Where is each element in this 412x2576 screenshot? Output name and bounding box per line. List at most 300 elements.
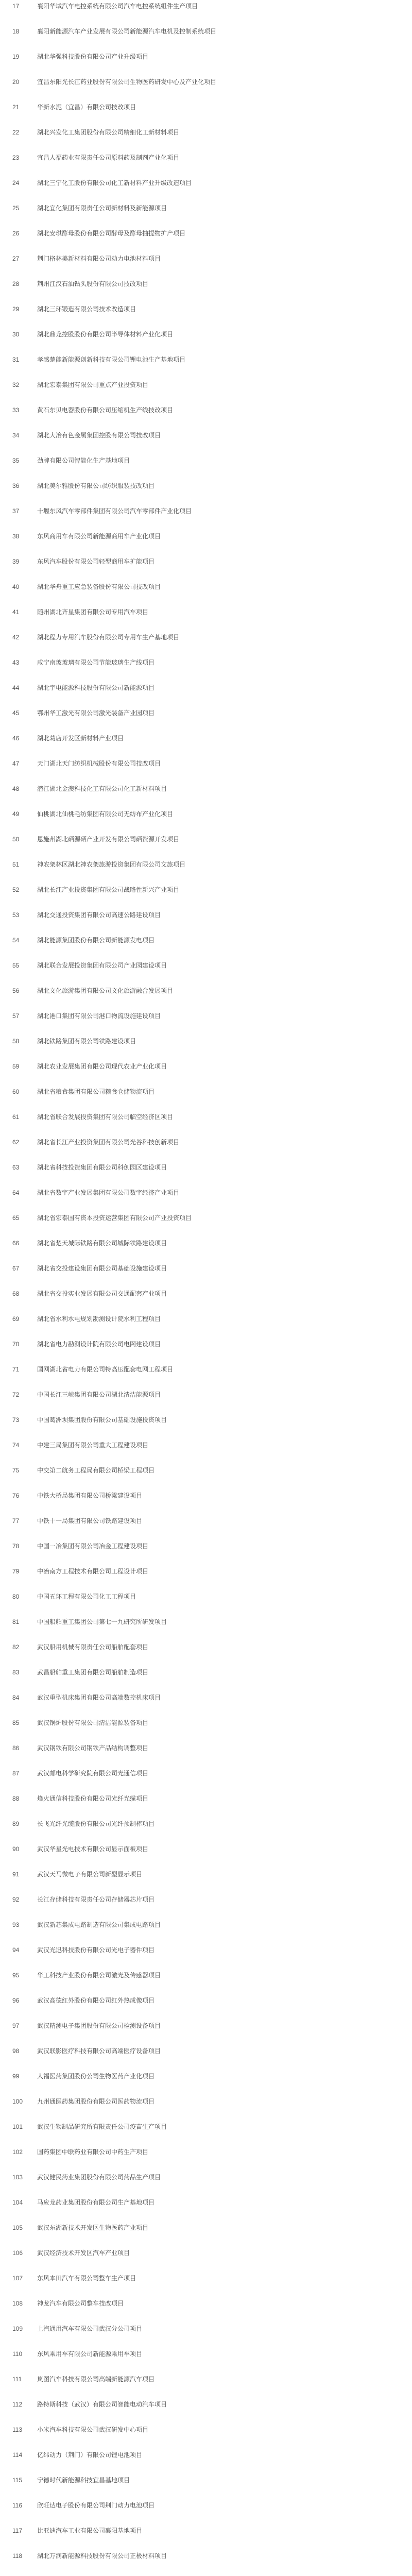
item-number: 48 — [12, 785, 20, 792]
list-item — [0, 1516, 412, 1541]
item-number: 43 — [12, 659, 20, 666]
item-text: 岚图汽车科技有限公司高端新能源汽车项目 — [37, 2376, 155, 2383]
list-item — [0, 2349, 412, 2374]
item-number: 56 — [12, 987, 20, 994]
item-number: 60 — [12, 1088, 20, 1095]
item-text: 湖北省交投建设集团有限公司基础设施建设项目 — [37, 1265, 167, 1272]
item-text: 武汉东湖新技术开发区生物医药产业项目 — [37, 2224, 149, 2231]
list-item — [0, 1339, 412, 1364]
item-text: 中交第二航务工程局有限公司桥梁工程项目 — [37, 1467, 155, 1474]
item-number: 87 — [12, 1770, 20, 1777]
item-text: 武汉精测电子集团股份有限公司检测设备项目 — [37, 2022, 161, 2029]
list-item — [0, 2374, 412, 2399]
item-number: 114 — [12, 2451, 23, 2459]
item-text: 湖北安琪酵母股份有限公司酵母及酵母抽提物扩产项目 — [37, 230, 186, 237]
item-number: 36 — [12, 482, 20, 489]
item-text: 东风商用车有限公司新能源商用车产业化项目 — [37, 533, 161, 540]
item-number: 89 — [12, 1820, 20, 1827]
item-text: 湖北大冶有色金属集团控股有限公司技改项目 — [37, 432, 161, 439]
list-item — [0, 329, 412, 354]
item-text: 天门湖北天门纺织机械股份有限公司技改项目 — [37, 760, 161, 767]
list-item — [0, 1970, 412, 1995]
item-text: 湖北华舟重工应急装备股份有限公司技改项目 — [37, 583, 161, 590]
item-text: 湖北宇电能源科技股份有限公司新能源项目 — [37, 684, 155, 691]
list-item — [0, 1566, 412, 1591]
item-number: 93 — [12, 1921, 20, 1928]
item-number: 27 — [12, 255, 20, 262]
item-number: 106 — [12, 2249, 23, 2257]
item-text: 襄阳新能源汽车产业发展有限公司新能源汽车电机及控制系统项目 — [37, 28, 217, 35]
list-item — [0, 1768, 412, 1793]
list-item — [0, 304, 412, 329]
list-item — [0, 986, 412, 1011]
list-item — [0, 2273, 412, 2298]
list-item — [0, 632, 412, 657]
item-text: 亿纬动力（荆门）有限公司锂电池项目 — [37, 2451, 143, 2459]
item-number: 107 — [12, 2275, 23, 2282]
item-number: 108 — [12, 2300, 23, 2307]
item-text: 武昌船舶重工集团有限公司船舶制造项目 — [37, 1669, 149, 1676]
list-item — [0, 657, 412, 683]
item-number: 64 — [12, 1189, 20, 1196]
list-item — [0, 354, 412, 380]
list-item — [0, 1819, 412, 1844]
item-number: 29 — [12, 306, 20, 313]
item-text: 武汉邮电科学研究院有限公司光通信项目 — [37, 1770, 149, 1777]
item-number: 40 — [12, 583, 20, 590]
list-item — [0, 1036, 412, 1061]
item-number: 31 — [12, 356, 20, 363]
list-item — [0, 2021, 412, 2046]
item-text: 鄂州华工激光有限公司激光装备产业园项目 — [37, 709, 155, 717]
item-text: 国药集团中联药业有限公司中药生产项目 — [37, 2148, 149, 2156]
list-item — [0, 1314, 412, 1339]
list-item — [0, 1844, 412, 1869]
item-number: 32 — [12, 381, 20, 388]
item-text: 十堰东风汽车零部件集团有限公司汽车零部件产业化项目 — [37, 507, 192, 515]
item-text: 湖北省联合发展投资集团有限公司临空经济区项目 — [37, 1113, 174, 1121]
list-item — [0, 1894, 412, 1920]
item-number: 69 — [12, 1315, 20, 1323]
item-text: 湖北交通投资集团有限公司高速公路建设项目 — [37, 911, 161, 919]
item-text: 湖北联合发展投资集团有限公司产业园建设项目 — [37, 962, 167, 969]
item-text: 武汉天马微电子有限公司新型显示项目 — [37, 1871, 143, 1878]
item-text: 湖北省粮食集团有限公司粮食仓储物流项目 — [37, 1088, 155, 1095]
item-number: 97 — [12, 2022, 20, 2029]
item-number: 117 — [12, 2527, 23, 2534]
item-text: 仙桃湖北仙桃毛纺集团有限公司无纺布产业化项目 — [37, 810, 174, 818]
item-number: 20 — [12, 78, 20, 86]
item-number: 101 — [12, 2123, 23, 2130]
item-text: 湖北港口集团有限公司港口物流设施建设项目 — [37, 1012, 161, 1020]
item-text: 国网湖北省电力有限公司特高压配套电网工程项目 — [37, 1366, 174, 1373]
item-number: 86 — [12, 1744, 20, 1752]
list-item — [0, 203, 412, 228]
item-number: 99 — [12, 2073, 20, 2080]
item-number: 55 — [12, 962, 20, 969]
list-item — [0, 2046, 412, 2071]
item-text: 欣旺达电子股份有限公司荆门动力电池项目 — [37, 2502, 155, 2509]
item-text: 湖北省宏泰国有资本投资运营集团有限公司产业投资项目 — [37, 1214, 192, 1222]
list-item — [0, 758, 412, 784]
list-item — [0, 2248, 412, 2273]
item-text: 烽火通信科技股份有限公司光纤光缆项目 — [37, 1795, 149, 1802]
list-item — [0, 405, 412, 430]
list-item — [0, 2298, 412, 2324]
item-text: 湖北葛店开发区新材料产业项目 — [37, 735, 124, 742]
list-item — [0, 683, 412, 708]
list-item — [0, 2324, 412, 2349]
list-item — [0, 1718, 412, 1743]
list-item — [0, 1263, 412, 1289]
item-number: 47 — [12, 760, 20, 767]
list-item — [0, 1667, 412, 1692]
item-text: 武汉锅炉股份有限公司清洁能源装备项目 — [37, 1719, 149, 1726]
list-item — [0, 834, 412, 859]
item-number: 51 — [12, 861, 20, 868]
item-text: 神龙汽车有限公司整车技改项目 — [37, 2300, 124, 2307]
item-number: 73 — [12, 1416, 20, 1423]
item-number: 53 — [12, 911, 20, 919]
item-number: 95 — [12, 1972, 20, 1979]
item-text: 荆门格林美新材料有限公司动力电池材料项目 — [37, 255, 161, 262]
list-item — [0, 1364, 412, 1389]
item-text: 上汽通用汽车有限公司武汉分公司项目 — [37, 2325, 143, 2332]
list-item — [0, 531, 412, 556]
list-item — [0, 1415, 412, 1440]
item-text: 神农架林区湖北神农架旅游投资集团有限公司文旅项目 — [37, 861, 186, 868]
list-item — [0, 2172, 412, 2197]
list-item — [0, 1440, 412, 1465]
item-text: 荆州江汉石油钻头股份有限公司技改项目 — [37, 280, 149, 287]
item-text: 武汉华星光电技术有限公司显示面板项目 — [37, 1845, 149, 1853]
list-item — [0, 885, 412, 910]
item-number: 92 — [12, 1896, 20, 1903]
item-text: 湖北农业发展集团有限公司现代农业产业化项目 — [37, 1063, 167, 1070]
list-item — [0, 1490, 412, 1516]
item-text: 湖北美尔雅股份有限公司纺织服装技改项目 — [37, 482, 155, 489]
list-item — [0, 253, 412, 279]
item-number: 94 — [12, 1946, 20, 1954]
item-text: 湖北省数字产业发展集团有限公司数字经济产业项目 — [37, 1189, 180, 1196]
item-number: 17 — [12, 3, 20, 10]
list-item — [0, 2551, 412, 2576]
item-text: 人福医药集团股份公司生物医药产业化项目 — [37, 2073, 155, 2080]
item-number: 26 — [12, 230, 20, 237]
item-number: 116 — [12, 2502, 23, 2509]
item-text: 湖北长江产业投资集团有限公司战略性新兴产业项目 — [37, 886, 180, 893]
list-item — [0, 1591, 412, 1617]
list-item — [0, 2147, 412, 2172]
list-item — [0, 102, 412, 127]
item-number: 88 — [12, 1795, 20, 1802]
item-text: 湖北能源集团股份有限公司新能源发电项目 — [37, 937, 155, 944]
list-item — [0, 77, 412, 102]
list-item — [0, 380, 412, 405]
item-number: 76 — [12, 1492, 20, 1499]
item-text: 马应龙药业集团股份有限公司生产基地项目 — [37, 2199, 155, 2206]
item-text: 宜昌人福药业有限责任公司原料药及制剂产业化项目 — [37, 154, 180, 161]
item-number: 90 — [12, 1845, 20, 1853]
list-item — [0, 2096, 412, 2122]
item-number: 57 — [12, 1012, 20, 1020]
list-item — [0, 607, 412, 632]
list-item — [0, 506, 412, 531]
item-text: 湖北三宁化工股份有限公司化工新材料产业升级改造项目 — [37, 179, 192, 187]
item-number: 75 — [12, 1467, 20, 1474]
item-number: 59 — [12, 1063, 20, 1070]
item-number: 113 — [12, 2426, 23, 2433]
item-number: 84 — [12, 1694, 20, 1701]
item-number: 85 — [12, 1719, 20, 1726]
item-number: 22 — [12, 129, 20, 136]
item-number: 100 — [12, 2098, 23, 2105]
item-number: 46 — [12, 735, 20, 742]
item-text: 湖北铁路集团有限公司铁路建设项目 — [37, 1038, 136, 1045]
item-number: 105 — [12, 2224, 23, 2231]
item-number: 103 — [12, 2174, 23, 2181]
list-item — [0, 1087, 412, 1112]
list-item — [0, 481, 412, 506]
list-item — [0, 1642, 412, 1667]
item-number: 24 — [12, 179, 20, 187]
item-text: 武汉经济技术开发区汽车产业项目 — [37, 2249, 130, 2257]
list-item — [0, 733, 412, 758]
item-text: 随州湖北齐星集团有限公司专用汽车项目 — [37, 608, 149, 616]
item-text: 中国一冶集团有限公司冶金工程建设项目 — [37, 1543, 149, 1550]
list-item — [0, 1465, 412, 1490]
list-item — [0, 708, 412, 733]
item-number: 18 — [12, 28, 20, 35]
item-text: 九州通医药集团股份有限公司医药物流项目 — [37, 2098, 155, 2105]
list-item — [0, 1541, 412, 1566]
item-number: 66 — [12, 1240, 20, 1247]
list-item — [0, 1011, 412, 1036]
list-item — [0, 935, 412, 960]
item-number: 81 — [12, 1618, 20, 1625]
item-text: 劲牌有限公司智能化生产基地项目 — [37, 457, 130, 464]
list-item — [0, 1289, 412, 1314]
item-text: 湖北鼎龙控股股份有限公司半导体材料产业化项目 — [37, 331, 174, 338]
item-number: 74 — [12, 1442, 20, 1449]
item-number: 61 — [12, 1113, 20, 1121]
item-text: 武汉健民药业集团股份有限公司药品生产项目 — [37, 2174, 161, 2181]
item-number: 79 — [12, 1568, 20, 1575]
item-number: 80 — [12, 1593, 20, 1600]
list-item — [0, 582, 412, 607]
list-item — [0, 228, 412, 253]
item-number: 112 — [12, 2401, 23, 2408]
list-item — [0, 1743, 412, 1768]
item-text: 湖北兴发化工集团股份有限公司精细化工新材料项目 — [37, 129, 180, 136]
item-number: 39 — [12, 558, 20, 565]
item-text: 湖北省楚天城际铁路有限公司城际铁路建设项目 — [37, 1240, 167, 1247]
item-text: 华新水泥（宜昌）有限公司技改项目 — [37, 104, 136, 111]
item-text: 武汉联影医疗科技有限公司高端医疗设备项目 — [37, 2047, 161, 2055]
item-text: 湖北三环锻造有限公司技术改造项目 — [37, 306, 136, 313]
list-item — [0, 178, 412, 203]
item-text: 长江存储科技有限责任公司存储器芯片项目 — [37, 1896, 155, 1903]
list-item — [0, 1995, 412, 2021]
item-number: 25 — [12, 205, 20, 212]
item-text: 中铁十一局集团有限公司铁路建设项目 — [37, 1517, 143, 1524]
list-item — [0, 1188, 412, 1213]
item-text: 咸宁南玻玻璃有限公司节能玻璃生产线项目 — [37, 659, 155, 666]
item-text: 华工科技产业股份有限公司激光及传感器项目 — [37, 1972, 161, 1979]
item-number: 37 — [12, 507, 20, 515]
item-text: 武汉新芯集成电路制造有限公司集成电路项目 — [37, 1921, 161, 1928]
list-item — [0, 1692, 412, 1718]
item-number: 109 — [12, 2325, 23, 2332]
list-item — [0, 430, 412, 455]
item-number: 98 — [12, 2047, 20, 2055]
item-text: 湖北万润新能源科技股份有限公司正极材料项目 — [37, 2552, 167, 2560]
item-number: 49 — [12, 810, 20, 818]
item-number: 110 — [12, 2350, 23, 2358]
item-text: 湖北省科技投资集团有限公司科创园区建设项目 — [37, 1164, 167, 1171]
item-number: 104 — [12, 2199, 23, 2206]
list-item — [0, 1920, 412, 1945]
item-number: 118 — [12, 2552, 23, 2560]
item-number: 72 — [12, 1391, 20, 1398]
item-text: 武汉生物制品研究所有限责任公司疫苗生产项目 — [37, 2123, 167, 2130]
item-text: 武汉光迅科技股份有限公司光电子器件项目 — [37, 1946, 155, 1954]
item-text: 湖北文化旅游集团有限公司文化旅游融合发展项目 — [37, 987, 174, 994]
item-text: 中国船舶重工集团公司第七一九研究所研发项目 — [37, 1618, 167, 1625]
item-number: 65 — [12, 1214, 20, 1222]
item-text: 中冶南方工程技术有限公司工程设计项目 — [37, 1568, 149, 1575]
list-item — [0, 1238, 412, 1263]
item-text: 恩施州湖北硒源硒产业开发有限公司硒资源开发项目 — [37, 836, 180, 843]
item-text: 襄阳华域汽车电控系统有限公司汽车电控系统组件生产项目 — [37, 3, 198, 10]
item-text: 黄石东贝电器股份有限公司压缩机生产线技改项目 — [37, 406, 174, 414]
item-text: 湖北省电力勘测设计院有限公司电网建设项目 — [37, 1341, 161, 1348]
item-number: 63 — [12, 1164, 20, 1171]
item-text: 武汉船用机械有限责任公司船舶配套项目 — [37, 1643, 149, 1651]
list-item — [0, 152, 412, 178]
item-number: 38 — [12, 533, 20, 540]
item-number: 35 — [12, 457, 20, 464]
list-item — [0, 809, 412, 834]
item-text: 湖北省水利水电规划勘测设计院水利工程项目 — [37, 1315, 161, 1323]
item-number: 21 — [12, 104, 20, 111]
list-item — [0, 2425, 412, 2450]
item-number: 19 — [12, 53, 20, 60]
item-text: 小米汽车科技有限公司武汉研发中心项目 — [37, 2426, 149, 2433]
item-text: 中国五环工程有限公司化工工程项目 — [37, 1593, 136, 1600]
item-text: 宜昌东阳光长江药业股份有限公司生物医药研发中心及产业化项目 — [37, 78, 217, 86]
item-number: 33 — [12, 406, 20, 414]
item-text: 宁德时代新能源科技宜昌基地项目 — [37, 2477, 130, 2484]
list-item — [0, 910, 412, 935]
item-number: 68 — [12, 1290, 20, 1297]
list-item — [0, 960, 412, 986]
list-item — [0, 1, 412, 26]
list-item — [0, 455, 412, 481]
item-number: 44 — [12, 684, 20, 691]
list-item — [0, 1869, 412, 1894]
list-item — [0, 1617, 412, 1642]
item-text: 湖北宏泰集团有限公司重点产业投资项目 — [37, 381, 149, 388]
item-number: 62 — [12, 1139, 20, 1146]
item-number: 41 — [12, 608, 20, 616]
item-number: 83 — [12, 1669, 20, 1676]
item-number: 71 — [12, 1366, 20, 1373]
item-text: 武汉重型机床集团有限公司高端数控机床项目 — [37, 1694, 161, 1701]
item-text: 湖北宜化集团有限责任公司新材料及新能源项目 — [37, 205, 167, 212]
list-item — [0, 1945, 412, 1970]
list-item — [0, 2526, 412, 2551]
list-item — [0, 1112, 412, 1137]
list-item — [0, 2475, 412, 2500]
list-item — [0, 1137, 412, 1162]
item-text: 湖北省交投实业发展有限公司交通配套产业项目 — [37, 1290, 167, 1297]
item-text: 东风乘用车有限公司新能源乘用车项目 — [37, 2350, 143, 2358]
item-text: 路特斯科技（武汉）有限公司智能电动汽车项目 — [37, 2401, 167, 2408]
item-text: 东风本田汽车有限公司整车生产项目 — [37, 2275, 136, 2282]
item-number: 50 — [12, 836, 20, 843]
item-number: 67 — [12, 1265, 20, 1272]
list-item — [0, 1213, 412, 1238]
list-item — [0, 859, 412, 885]
list-item — [0, 2122, 412, 2147]
item-text: 湖北华强科技股份有限公司产业升级项目 — [37, 53, 149, 60]
item-text: 东风汽车股份有限公司轻型商用车扩能项目 — [37, 558, 155, 565]
item-number: 82 — [12, 1643, 20, 1651]
item-text: 中建三局集团有限公司重大工程建设项目 — [37, 1442, 149, 1449]
item-number: 102 — [12, 2148, 23, 2156]
item-number: 58 — [12, 1038, 20, 1045]
list-item — [0, 2197, 412, 2223]
list-item — [0, 556, 412, 582]
list-item — [0, 52, 412, 77]
item-text: 武汉高德红外股份有限公司红外热成像项目 — [37, 1997, 155, 2004]
item-text: 武汉钢铁有限公司钢铁产品结构调整项目 — [37, 1744, 149, 1752]
item-text: 孝感楚能新能源创新科技有限公司锂电池生产基地项目 — [37, 356, 186, 363]
item-number: 30 — [12, 331, 20, 338]
item-number: 42 — [12, 634, 20, 641]
list-item — [0, 26, 412, 52]
item-number: 111 — [12, 2376, 22, 2383]
item-text: 潜江湖北金澳科技化工有限公司化工新材料项目 — [37, 785, 167, 792]
list-item — [0, 1793, 412, 1819]
item-number: 28 — [12, 280, 20, 287]
item-text: 湖北程力专用汽车股份有限公司专用车生产基地项目 — [37, 634, 180, 641]
item-number: 77 — [12, 1517, 20, 1524]
item-number: 96 — [12, 1997, 20, 2004]
item-text: 比亚迪汽车工业有限公司襄阳基地项目 — [37, 2527, 143, 2534]
item-number: 34 — [12, 432, 20, 439]
item-number: 23 — [12, 154, 20, 161]
item-number: 115 — [12, 2477, 23, 2484]
item-number: 70 — [12, 1341, 20, 1348]
list-item — [0, 127, 412, 152]
list-item — [0, 2223, 412, 2248]
item-number: 45 — [12, 709, 20, 717]
list-item — [0, 2500, 412, 2526]
list-item — [0, 279, 412, 304]
item-number: 52 — [12, 886, 20, 893]
list-item — [0, 1162, 412, 1188]
item-text: 湖北省长江产业投资集团有限公司光谷科技创新项目 — [37, 1139, 180, 1146]
item-text: 中国葛洲坝集团股份有限公司基础设施投资项目 — [37, 1416, 167, 1423]
list-item — [0, 2450, 412, 2475]
list-item — [0, 2399, 412, 2425]
item-text: 中国长江三峡集团有限公司湖北清洁能源项目 — [37, 1391, 161, 1398]
item-text: 长飞光纤光缆股份有限公司光纤预制棒项目 — [37, 1820, 155, 1827]
list-item — [0, 1389, 412, 1415]
item-number: 54 — [12, 937, 20, 944]
